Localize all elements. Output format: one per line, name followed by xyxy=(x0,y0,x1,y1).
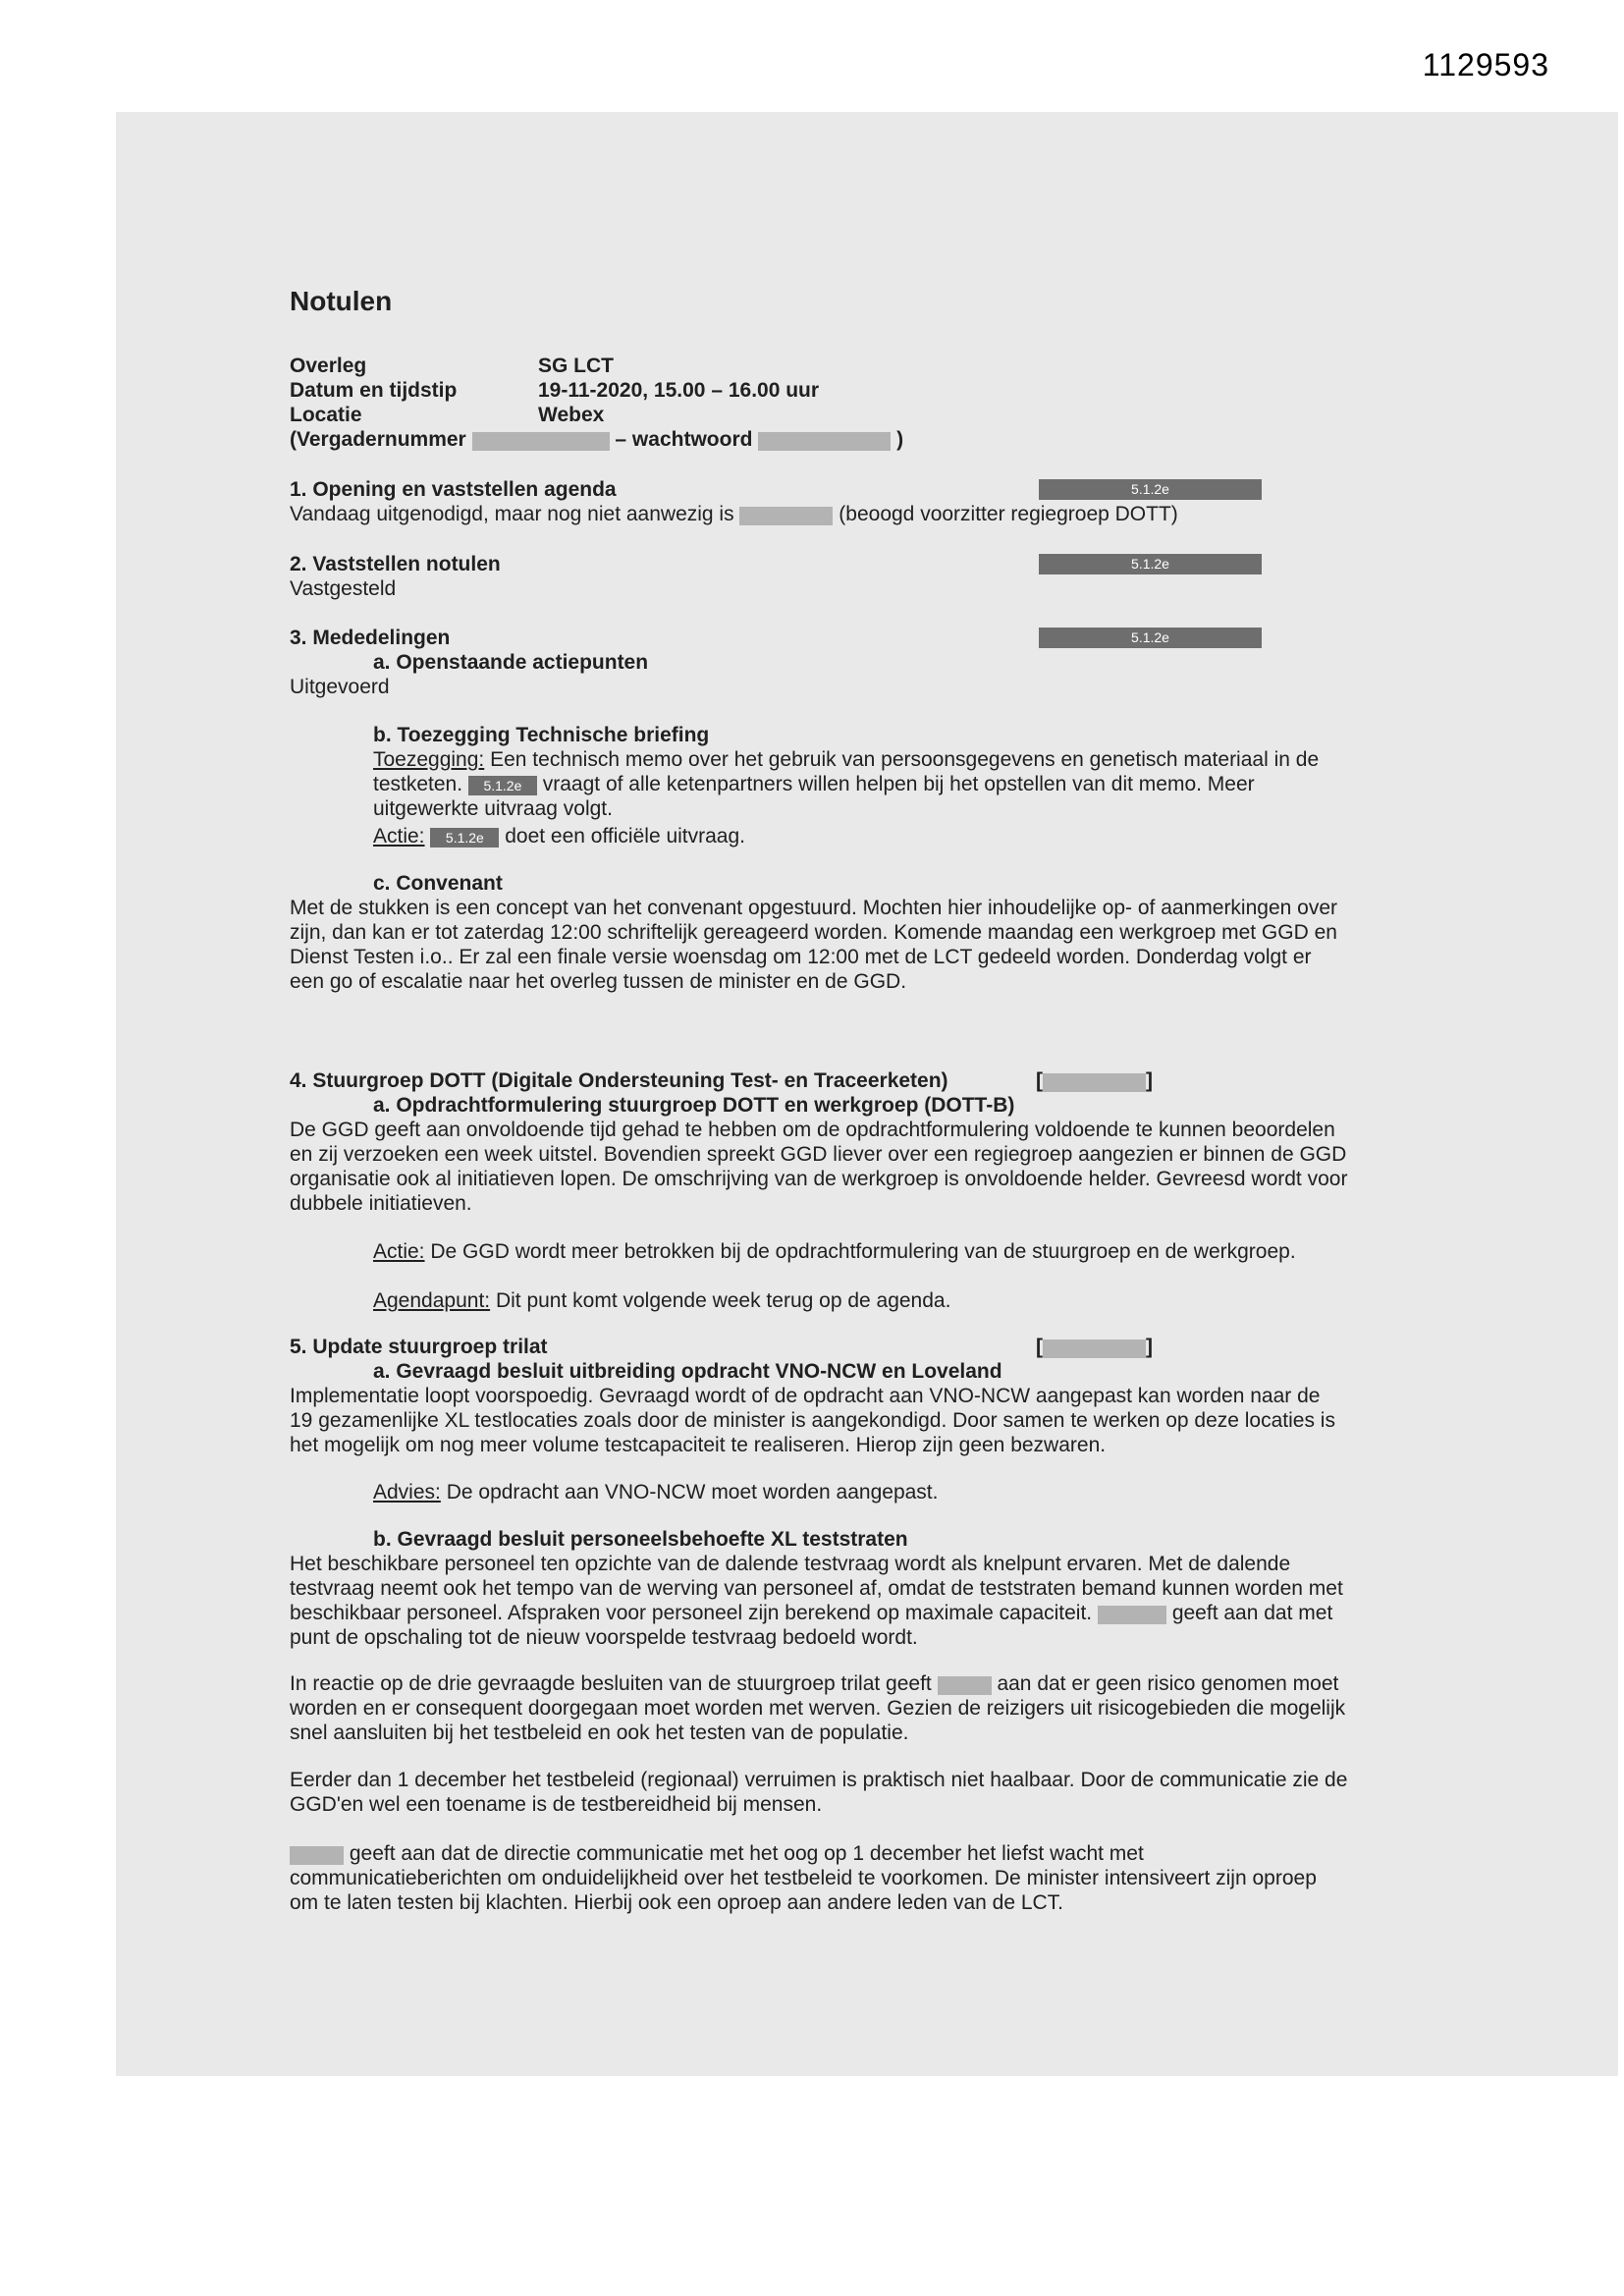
section-5-heading: 5. Update stuurgroep trilat xyxy=(290,1336,548,1358)
section-2-heading: 2. Vaststellen notulen xyxy=(290,553,501,575)
body-text: Een technisch memo over het gebruik van persoonsgegevens en genetisch materiaal in de testketen. xyxy=(373,748,1320,795)
document-content xyxy=(290,285,1348,1915)
redaction-box-5-1-2e: 5.1.2e xyxy=(1039,554,1262,574)
section-4-actie xyxy=(373,1239,1348,1264)
section-5-paragraph-4 xyxy=(290,1841,1348,1915)
bracket-redaction xyxy=(1036,1068,1153,1093)
section-2-body: Vastgesteld xyxy=(290,577,397,600)
actie-label: Actie: xyxy=(373,825,425,847)
body-text: (beoogd voorzitter regiegroep DOTT) xyxy=(839,503,1178,525)
section-3c-body: Met de stukken is een concept van het convenant opgestuurd. Mochten hier inhoudelijke op- of aanmerkingen over zijn, dan kan er tot zaterdag 12:00 schriftelijk gereageerd worden. Komende maandag een werkgroep met GGD en Dienst Testen i.o.. Er zal een finale versie woensdag om 12:00 met de LCT gedeeld worden. Donderdag volgt er een go of escalatie naar het overleg tussen de minister en de GGD. xyxy=(290,897,1338,993)
section-3a-body: Uitgevoerd xyxy=(290,676,390,698)
close-paren: ) xyxy=(896,428,904,451)
section-3-heading: 3. Mededelingen xyxy=(290,627,451,649)
body-text: De opdracht aan VNO-NCW moet worden aangepast. xyxy=(446,1481,939,1503)
actie-label: Actie: xyxy=(373,1240,425,1263)
meta-block xyxy=(290,354,1348,452)
body-text: geeft aan dat met punt de opschaling tot de nieuw voorspelde testvraag bedoeld wordt. xyxy=(290,1602,1333,1649)
redaction-box-name xyxy=(938,1676,992,1695)
agendapunt-label: Agendapunt: xyxy=(373,1289,491,1312)
body-text: aan dat er geen risico genomen moet worden en er consequent doorgegaan moet worden met werven. Gezien de reizigers uit risicogebieden die mogelijk snel aansluiten bij het testbeleid en ook het testen van de populatie. xyxy=(290,1672,1346,1744)
body-text: In reactie op de drie gevraagde besluiten van de stuurgroep trilat geeft xyxy=(290,1672,932,1695)
section-5-paragraph-2 xyxy=(290,1671,1348,1745)
section-1-heading: 1. Opening en vaststellen agenda xyxy=(290,478,617,501)
section-4-heading-row xyxy=(290,1068,1348,1093)
document-number: 1129593 xyxy=(1422,47,1549,82)
section-3 xyxy=(290,626,1348,994)
section-3b-heading: b. Toezegging Technische briefing xyxy=(373,724,710,746)
redaction-box-name xyxy=(290,1846,344,1865)
section-5-paragraph-3: Eerder dan 1 december het testbeleid (regionaal) verruimen is praktisch niet haalbaar. Door de communicatie zie de GGD'en wel een toename is de testbereidheid bij mensen. xyxy=(290,1769,1348,1816)
section-1 xyxy=(290,477,1348,526)
section-3-heading-row xyxy=(290,626,1348,650)
section-3c-heading: c. Convenant xyxy=(373,872,503,895)
body-text: doet een officiële uitvraag. xyxy=(505,825,745,847)
bracket-redaction xyxy=(1036,1335,1153,1359)
meta-row-overleg xyxy=(290,354,1348,378)
body-text: geeft aan dat de directie communicatie met het oog op 1 december het liefst wacht met communicatieberichten om onduidelijkheid over het testbeleid te voorkomen. De minister intensiveert zijn oproep om te laten testen bij klachten. Hierbij ook een oproep aan andere leden van de LCT. xyxy=(290,1842,1317,1914)
section-5-heading-row xyxy=(290,1335,1348,1359)
meta-row-locatie xyxy=(290,403,1348,427)
section-3b-actie xyxy=(373,824,1348,848)
redaction-box-5-1-2e-inline: 5.1.2e xyxy=(468,776,537,795)
meta-row-vergadernummer xyxy=(290,427,1348,452)
advies-label: Advies: xyxy=(373,1481,441,1503)
section-4a-heading: a. Opdrachtformulering stuurgroep DOTT en werkgroep (DOTT-B) xyxy=(373,1094,1015,1117)
bracket-open: [ xyxy=(1036,1069,1043,1092)
section-5 xyxy=(290,1335,1348,1915)
page-title: Notulen xyxy=(290,286,393,316)
section-4a-body: De GGD geeft aan onvoldoende tijd gehad te hebben om de opdrachtformulering voldoende te kunnen beoordelen en zij verzoeken een week uitstel. Bovendien spreekt GGD liever over een regiegroep aangezien er binnen de GGD organisatie ook al initiatieven lopen. De omschrijving van de werkgroep is onvoldoende helder. Gevreesd wordt voor dubbele initiatieven. xyxy=(290,1119,1348,1215)
section-1-heading-row xyxy=(290,477,1348,502)
section-4 xyxy=(290,1068,1348,1313)
section-4-heading: 4. Stuurgroep DOTT (Digitale Ondersteuning Test- en Traceerketen) xyxy=(290,1069,948,1092)
body-text: Dit punt komt volgende week terug op de agenda. xyxy=(495,1289,951,1312)
meta-row-datum xyxy=(290,378,1348,403)
meta-value: 19-11-2020, 15.00 – 16.00 uur xyxy=(538,379,820,402)
redaction-box-name xyxy=(739,507,833,525)
section-3b-body xyxy=(373,747,1348,821)
redaction-box-name xyxy=(1098,1606,1166,1624)
toezegging-label: Toezegging: xyxy=(373,748,485,771)
meta-label: Overleg xyxy=(290,355,367,377)
vergadernummer-label: (Vergadernummer xyxy=(290,428,466,451)
body-text: Vandaag uitgenodigd, maar nog niet aanwezig is xyxy=(290,503,734,525)
section-5a-heading: a. Gevraagd besluit uitbreiding opdracht VNO-NCW en Loveland xyxy=(373,1360,1002,1383)
section-3a-heading: a. Openstaande actiepunten xyxy=(373,651,649,674)
meta-label: Datum en tijdstip xyxy=(290,379,458,402)
meta-value: Webex xyxy=(538,404,605,426)
section-5b-heading: b. Gevraagd besluit personeelsbehoefte XL teststraten xyxy=(373,1528,908,1551)
bracket-open: [ xyxy=(1036,1336,1043,1358)
redaction-box-wachtwoord xyxy=(758,432,891,451)
section-5a-body: Implementatie loopt voorspoedig. Gevraagd wordt of de opdracht aan VNO-NCW aangepast kan worden naar de 19 gezamenlijke XL testlocaties zoals door de minister is aangekondigd. Door samen te werken op deze locaties is het mogelijk om nog meer volume testcapaciteit te realiseren. Hierop zijn geen bezwaren. xyxy=(290,1385,1335,1456)
body-text: De GGD wordt meer betrokken bij de opdrachtformulering van de stuurgroep en de werkgroep. xyxy=(430,1240,1296,1263)
section-1-body xyxy=(290,502,1348,526)
redaction-box-name xyxy=(1043,1339,1146,1358)
redaction-box-5-1-2e: 5.1.2e xyxy=(1039,479,1262,500)
bracket-close: ] xyxy=(1146,1336,1153,1358)
meta-label: Locatie xyxy=(290,404,362,426)
section-5-advies xyxy=(373,1480,1348,1504)
section-5b-body xyxy=(290,1552,1348,1650)
section-4-agendapunt xyxy=(373,1288,1348,1313)
redaction-box-name xyxy=(1043,1073,1146,1092)
redaction-box-vergadernummer xyxy=(472,432,610,451)
bracket-close: ] xyxy=(1146,1069,1153,1092)
section-2 xyxy=(290,552,1348,601)
redaction-box-5-1-2e: 5.1.2e xyxy=(1039,628,1262,648)
section-2-heading-row xyxy=(290,552,1348,576)
meta-value: SG LCT xyxy=(538,355,614,377)
wachtwoord-label: – wachtwoord xyxy=(615,428,753,451)
body-text: Het beschikbare personeel ten opzichte van de dalende testvraag wordt als knelpunt ervaren. Met de dalende testvraag neemt ook het tempo van de werving van personeel af, omdat de teststraten bemand kunnen worden met beschikbaar personeel. Afspraken voor personeel zijn berekend op maximale capaciteit. xyxy=(290,1553,1343,1624)
redaction-box-5-1-2e-inline: 5.1.2e xyxy=(430,828,499,847)
body-text: vraagt of alle ketenpartners willen helpen bij het opstellen van dit memo. Meer uitgewerkte uitvraag volgt. xyxy=(373,773,1255,820)
